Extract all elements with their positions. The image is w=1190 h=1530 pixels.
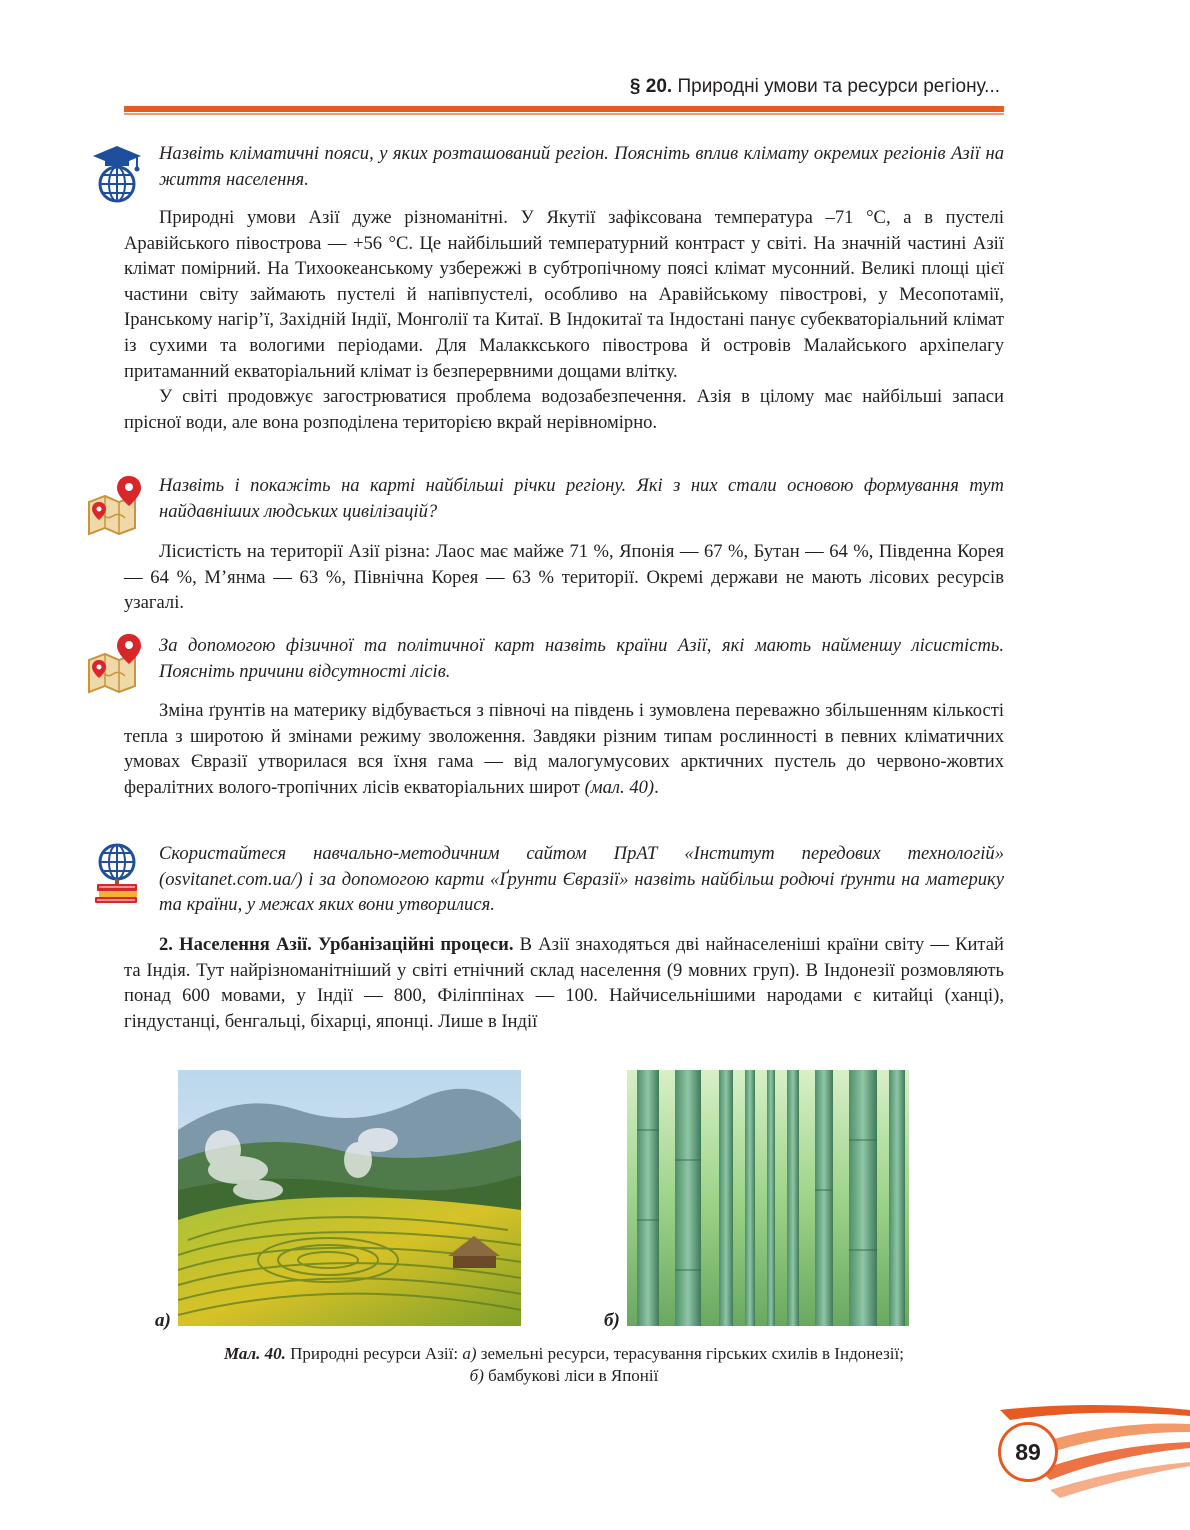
running-header bbox=[630, 76, 1000, 98]
paragraph-climate: Природні умови Азії дуже різноманітні. У Якутії зафіксована температура –71 °С, а в пустелі Аравійського півострова — +56 °С. Це найбільший температурний контраст у світі. На значній частині Азії клімат помірний. На Тихоокеанському узбережжі в субтропічному поясі клімат мусонний. Великі площі цієї частини світу займають пустелі й напівпустелі, особливо на Аравійському півострові, у Месопотамії, Іранському нагір’ї, Західній Індії, Монголії та Китаї. В Індокитаї та Індостані панує субекваторіальний клімат із сухими та вологими періодами. Для Малаккського півострова й островів Малайського архіпелагу притаманний екваторіальний клімат із безперервними дощами влітку. bbox=[124, 207, 1004, 382]
paragraph-population bbox=[124, 932, 1004, 1034]
map-pin-icon bbox=[85, 630, 149, 694]
paragraph-soils-text: Зміна ґрунтів на материку відбувається з півночі на південь і зумовлена переважно збільшенням кількості тепла з широтою й змінами режиму зволоження. Завдяки різним типам рослинності в певних кліматичних умовах Євразії утворилася вся їхня гама — від малогумусових арктичних пустель до червоно-жовтих фералітних волого-тропічних лісів екваторіальних широт bbox=[124, 700, 1004, 798]
caption-line-2 bbox=[124, 1365, 1004, 1387]
header-rule-thick bbox=[124, 106, 1004, 112]
paragraph-water: У світі продовжує загострюватися проблема водозабезпечення. Азія в цілому має найбільші запаси прісної води, але вона розподілена територією вкрай нерівномірно. bbox=[124, 386, 1004, 433]
page-number: 89 bbox=[998, 1422, 1058, 1482]
caption-text-3: бамбукові ліси в Японії bbox=[483, 1366, 659, 1385]
task-question-1: Назвіть кліматичні пояси, у яких розташований регіон. Поясніть вплив клімату окремих регіонів Азії на життя населення. bbox=[159, 143, 1004, 190]
body-section-1 bbox=[124, 205, 1004, 435]
header-rule-thin bbox=[124, 113, 1004, 115]
section-title: Природні умови та ресурси регіону... bbox=[677, 76, 1000, 97]
section-heading-population: 2. Населення Азії. Урбанізаційні процеси. bbox=[159, 934, 514, 955]
body-section-2 bbox=[124, 539, 1004, 616]
map-pin-icon bbox=[85, 472, 149, 536]
photo-bamboo-forest bbox=[627, 1070, 909, 1326]
paragraph-soils bbox=[124, 698, 1004, 800]
section-number: § 20. bbox=[629, 76, 673, 97]
body-section-3 bbox=[124, 698, 1004, 800]
photo-rice-terraces bbox=[178, 1070, 521, 1326]
paragraph-soils-end: . bbox=[654, 776, 659, 798]
header-rule bbox=[124, 106, 1004, 115]
photo-label-b: б) bbox=[604, 1310, 620, 1331]
caption-title: Мал. 40. bbox=[224, 1344, 286, 1363]
globe-books-icon bbox=[85, 840, 149, 904]
caption-label-a: а) bbox=[462, 1344, 477, 1363]
caption-text-2: земельні ресурси, терасування гірських схилів в Індонезії; bbox=[476, 1344, 904, 1363]
graduation-globe-icon bbox=[85, 142, 149, 206]
figure-reference: (мал. 40) bbox=[584, 776, 655, 798]
figure-caption bbox=[124, 1343, 1004, 1387]
caption-label-b: б) bbox=[469, 1366, 484, 1385]
caption-line-1 bbox=[124, 1343, 1004, 1365]
photo-label-a: а) bbox=[155, 1310, 171, 1331]
task-question-2: Назвіть і покажіть на карті найбільші річки регіону. Які з них стали основою формування тут найдавніших людських цивілізацій? bbox=[159, 475, 1004, 522]
task-question-4: Скористайтеся навчально-методичним сайтом ПрАТ «Інститут передових технологій» (osvitanet.com.ua/) і за допомогою карти «Ґрунти Євразії» назвіть найбільш родючі ґрунти на материку та країни, у межах яких вони утворилися. bbox=[159, 843, 1004, 916]
paragraph-population-text: В Азії знаходяться дві найнаселеніші країни світу — Китай та Індія. Тут найрізноманітніший у світі етнічний склад населення (9 мовних груп). В Індонезії розмовляють понад 600 мовами, у Індії — 800, Філіппінах — 100. Найчисельнішими народами є китайці (ханці), гіндустанці, бенгальці, біхарці, японці. Лише в Індії bbox=[124, 934, 1004, 1032]
task-question-3: За допомогою фізичної та політичної карт назвіть країни Азії, які мають найменшу лісистість. Поясніть причини відсутності лісів. bbox=[159, 635, 1004, 682]
paragraph-forest: Лісистість на території Азії різна: Лаос має майже 71 %, Японія — 67 %, Бутан — 64 %, Південна Корея — 64 %, М’янма — 63 %, Північна Корея — 63 % території. Окремі держави не мають лісових ресурсів узагалі. bbox=[124, 541, 1004, 614]
body-section-4 bbox=[124, 932, 1004, 1034]
caption-text-1: Природні ресурси Азії: bbox=[285, 1344, 463, 1363]
